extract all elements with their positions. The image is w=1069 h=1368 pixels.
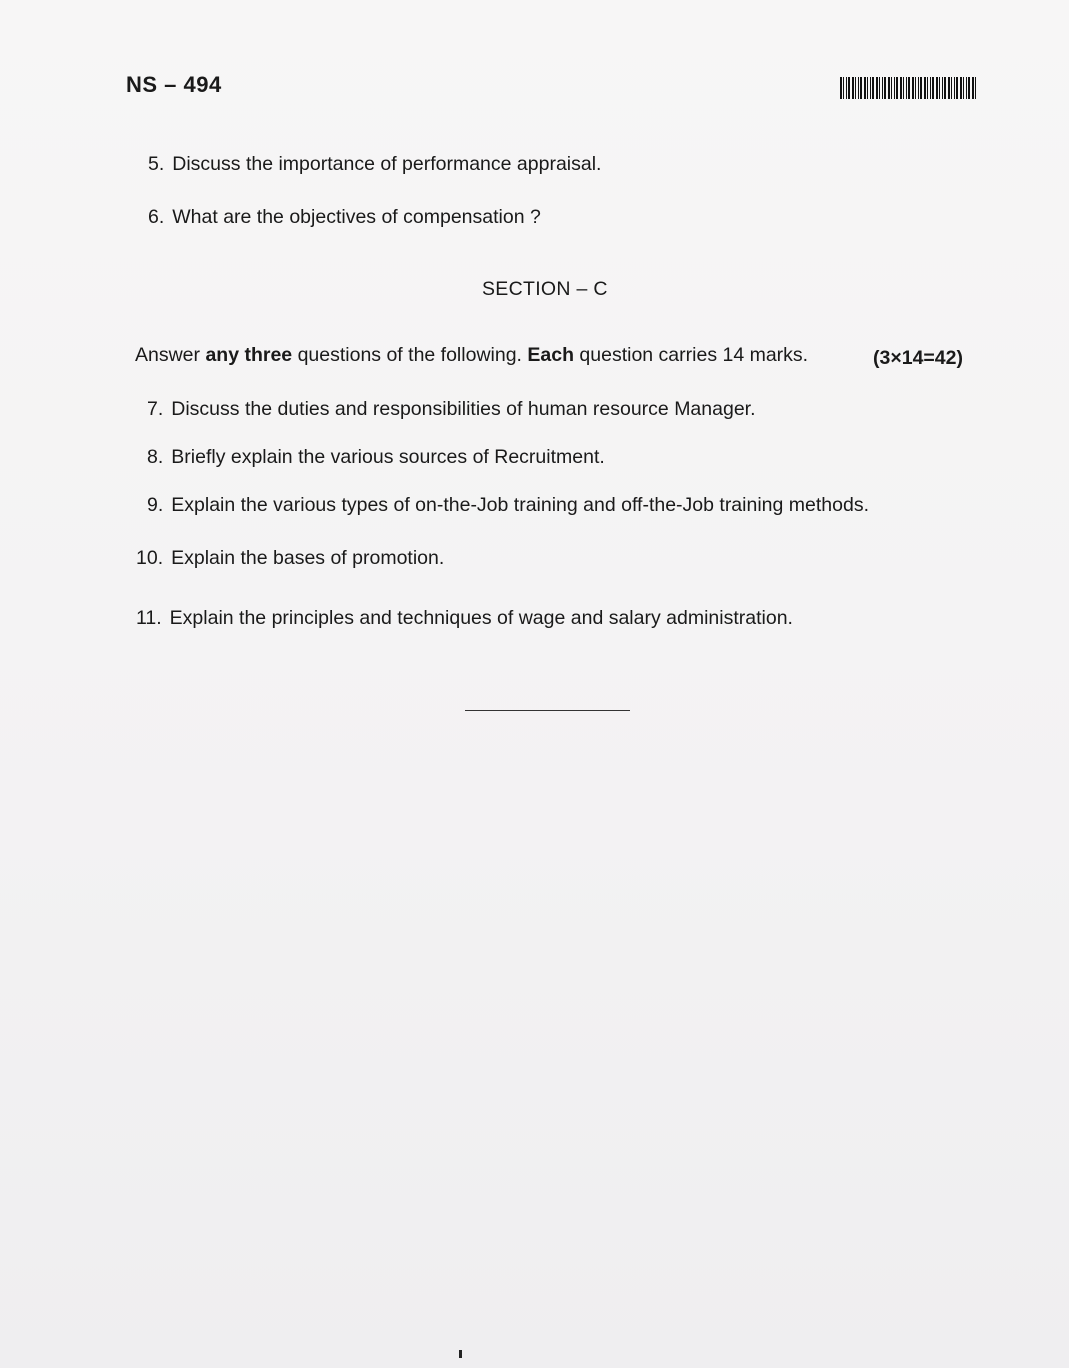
section-c-instruction: Answer any three questions of the following. Each question carries 14 marks. — [135, 344, 809, 366]
end-of-paper-rule — [465, 710, 630, 711]
question-number: 5. — [148, 153, 165, 175]
question-number: 8. — [147, 446, 164, 468]
section-c-marks: (3×14=42) — [873, 347, 963, 369]
paper-code: NS – 494 — [126, 72, 222, 97]
question-6 — [148, 206, 541, 229]
question-text: Discuss the duties and responsibilities of human resource Manager. — [171, 398, 756, 420]
question-number: 7. — [147, 398, 164, 420]
question-text: What are the objectives of compensation ? — [172, 206, 541, 228]
question-number: 9. — [147, 494, 164, 516]
question-text: Discuss the importance of performance appraisal. — [172, 153, 602, 175]
question-number: 10. — [136, 547, 164, 569]
page-edge-mark — [459, 1350, 462, 1358]
question-8 — [147, 446, 605, 469]
question-text: Explain the bases of promotion. — [171, 547, 445, 569]
question-number: 11. — [136, 607, 162, 629]
question-9 — [147, 494, 869, 517]
question-10 — [136, 547, 444, 570]
barcode — [840, 77, 976, 99]
question-5 — [148, 153, 601, 176]
question-11 — [136, 607, 793, 630]
section-c-title: SECTION – C — [482, 278, 608, 300]
question-number: 6. — [148, 206, 165, 228]
question-7 — [147, 398, 756, 421]
question-text: Explain the principles and techniques of wage and salary administration. — [169, 607, 793, 629]
question-text: Briefly explain the various sources of Recruitment. — [171, 446, 605, 468]
question-text: Explain the various types of on-the-Job training and off-the-Job training methods. — [171, 494, 869, 516]
